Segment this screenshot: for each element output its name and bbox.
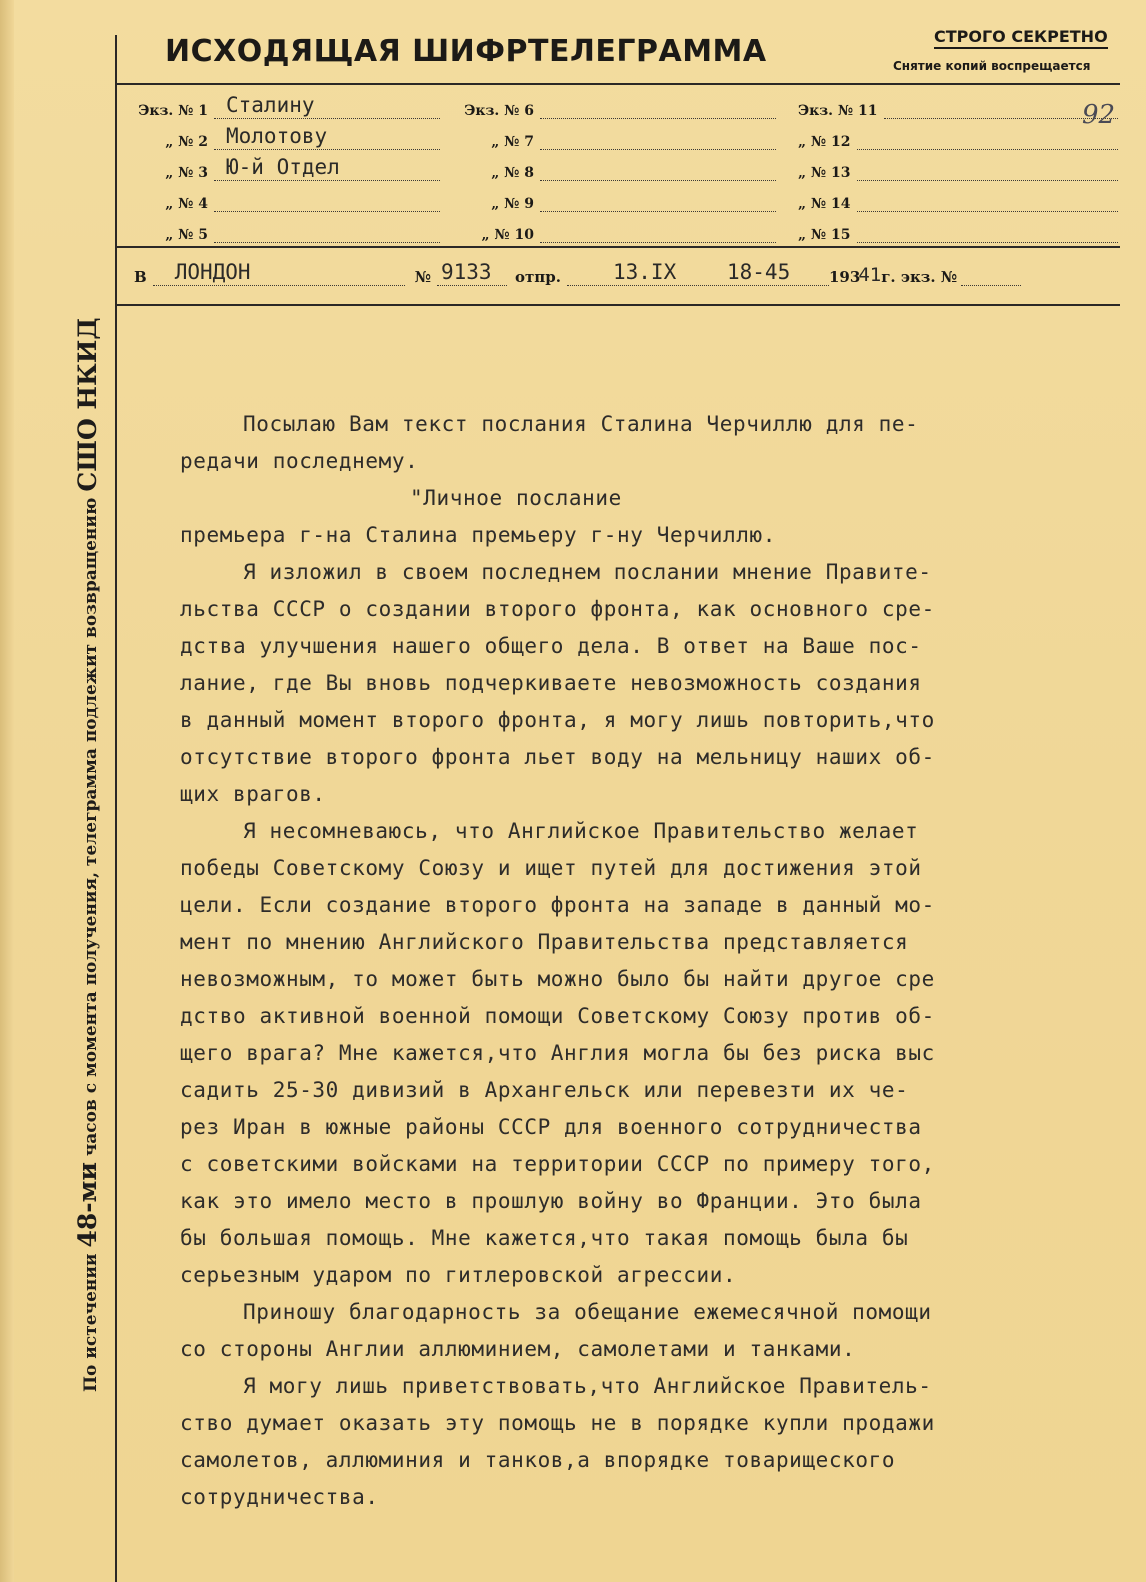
body-line: с советскими войсками на территории СССР по примеру того, [180,1152,935,1176]
copy-label: Экз. № 1 [138,103,208,119]
side-note-part1: По истечении [81,1247,101,1392]
year-typed: 41 [858,264,882,286]
body-line: отсутствие второго фронта льет воду на мельницу наших об- [180,745,935,769]
body-line: Приношу благодарность за обещание ежемесячной помощи [243,1300,932,1324]
copy-label: „ № 2 [165,134,208,150]
copy-label: Экз. № 11 [798,103,878,119]
copy-prohibition-note: Снятие копий воспрещается [893,59,1091,73]
side-note-part3: часов с момента получения, телеграмма подлежит возвращению [81,491,101,1163]
copy-label: „ № 14 [798,196,851,212]
year-suffix: г. экз. № [881,268,958,286]
copy-recipient: Молотову [226,124,328,148]
body-line: щего врага? Мне кажется,что Англия могла бы без риска выс [180,1041,935,1065]
year-printed: 193 [829,268,861,286]
body-line: как это имело место в прошлую войну во Франции. Это была [180,1189,922,1213]
copy-label: „ № 3 [165,165,208,181]
body-line: Я изложил в своем последнем послании мнение Правите- [243,560,932,584]
body-line: редачи последнему. [180,449,419,473]
body-line: невозможным, то может быть можно было бы найти другое сре [180,967,935,991]
sent-label: отпр. [515,268,561,286]
body-line: серьезным ударом по гитлеровской агрессии. [180,1263,737,1287]
body-line: дства улучшения нашего общего дела. В ответ на Ваше пос- [180,634,922,658]
side-note-hours: 48-ми [73,1162,102,1248]
copy-label: „ № 10 [481,227,534,243]
side-note-office: СШО НКИД [73,317,102,492]
body-line: в данный момент второго фронта, я могу лишь повторить,что [180,708,935,732]
body-line: щих врагов. [180,782,326,806]
destination-value: ЛОНДОН [174,260,251,284]
sent-time: 18-45 [727,260,791,284]
body-line: победы Советскому Союзу и ищет путей для достижения этой [180,856,922,880]
document-title: ИСХОДЯЩАЯ ШИФРТЕЛЕГРАММА [165,34,767,69]
body-line: Я могу лишь приветствовать,что Английское Правитель- [243,1374,932,1398]
copy-recipient: Ю-й Отдел [226,155,340,179]
to-label: В [134,268,147,286]
body-line: мент по мнению Английского Правительства представляется [180,930,909,954]
body-line: со стороны Англии аллюминием, самолетами и танками. [180,1337,856,1361]
body-line: самолетов, аллюминия и танков,а впорядке товарищеского [180,1448,896,1472]
body-line: Я несомневаюсь, что Английское Правительство желает [243,819,919,843]
body-line: цели. Если создание второго фронта на западе в данный мо- [180,893,935,917]
body-line: садить 25-30 дивизий в Архангельск или перевезти их че- [180,1078,909,1102]
body-line: Посылаю Вам текст послания Сталина Черчиллю для пе- [243,412,919,436]
copy-label: „ № 4 [165,196,208,212]
number-value: 9133 [441,260,492,284]
body-line: льства СССР о создании второго фронта, как основного сре- [180,597,935,621]
copy-recipient: Сталину [226,93,315,117]
sent-date: 13.IX [613,260,677,284]
copy-label: „ № 15 [798,227,851,243]
copy-label: „ № 12 [798,134,851,150]
number-label: № [414,268,431,286]
body-line: "Личное послание [410,486,622,510]
secret-stamp: СТРОГО СЕКРЕТНО [934,27,1108,49]
body-line: ство думает оказать эту помощь не в порядке купли продажи [180,1411,935,1435]
copy-label: „ № 7 [491,134,534,150]
body-line: сотрудничества. [180,1485,379,1509]
body-line: дство активной военной помощи Советскому Союзу против об- [180,1004,935,1028]
copy-label: „ № 9 [491,196,534,212]
body-line: лание, где Вы вновь подчеркиваете невозможность создания [180,671,922,695]
body-line: рез Иран в южные районы СССР для военного сотрудничества [180,1115,922,1139]
body-line: премьера г-на Сталина премьеру г-ну Черчиллю. [180,523,776,547]
handwritten-number: 92 [1082,100,1116,130]
copy-label: „ № 13 [798,165,851,181]
copy-label: „ № 5 [165,227,208,243]
copy-label: Экз. № 6 [464,103,534,119]
body-line: бы большая помощь. Мне кажется,что такая помощь была бы [180,1226,909,1250]
copy-label: „ № 8 [491,165,534,181]
